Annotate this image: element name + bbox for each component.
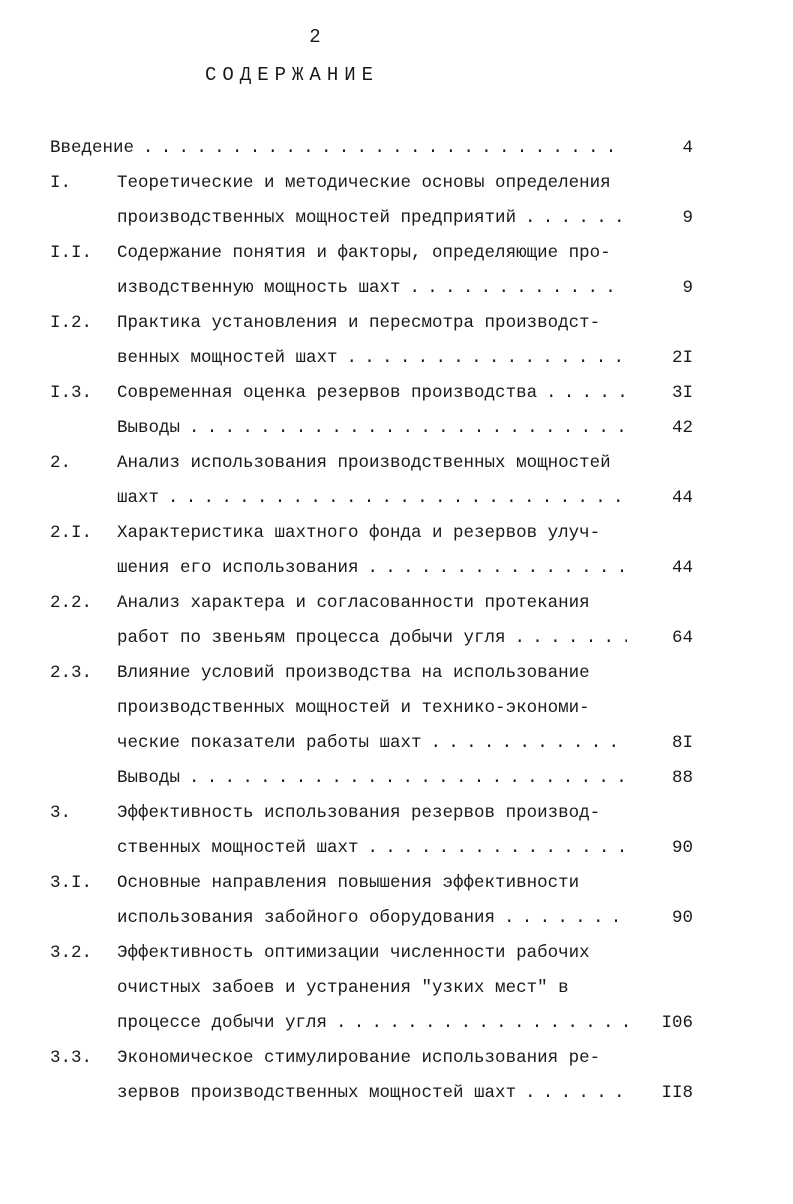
toc-entry-number: 2. (50, 453, 72, 473)
toc-entry-page: 9 (682, 208, 693, 228)
toc-entry-text: производственных мощностей предприятий . . . (117, 201, 627, 235)
toc-line (0, 516, 793, 550)
toc-line (0, 481, 793, 515)
toc-entry-page: I06 (661, 1013, 693, 1033)
toc-entry-number: 3. (50, 803, 72, 823)
toc-entry-text: изводственную мощность шахт . . . (117, 271, 627, 305)
toc-entry-text: Характеристика шахтного фонда и резервов улуч- (117, 523, 601, 543)
toc-entry-text: Выводы . . . (117, 761, 627, 795)
page-title: СОДЕРЖАНИЕ (205, 64, 380, 86)
toc-line (0, 236, 793, 270)
toc-entry-page: 90 (671, 838, 693, 858)
toc-entry-page: 8I (671, 733, 693, 753)
toc-entry-text: Эффективность использования резервов производ- (117, 803, 601, 823)
toc-line (0, 551, 793, 585)
toc-entry-text: шения его использования . . . (117, 551, 627, 585)
toc-entry-number: I.2. (50, 313, 93, 333)
page-number: 2 (309, 26, 321, 48)
toc-line (0, 166, 793, 200)
toc-line (0, 131, 793, 165)
toc-entry-text: использования забойного оборудования . . . (117, 901, 627, 935)
toc-entry-text: очистных забоев и устранения "узких мест" в (117, 978, 569, 998)
toc-entry-page: 44 (671, 488, 693, 508)
toc-entry-text: Эффективность оптимизации численности рабочих (117, 943, 590, 963)
toc-line (0, 376, 793, 410)
toc-entry-text: ственных мощностей шахт . . . (117, 831, 627, 865)
toc-entry-page: 9 (682, 278, 693, 298)
toc-entry-page: 64 (671, 628, 693, 648)
toc-entry-page: 90 (671, 908, 693, 928)
toc-line (0, 901, 793, 935)
toc-line (0, 586, 793, 620)
toc-line (0, 971, 793, 1005)
toc-entry-number: 3.3. (50, 1048, 93, 1068)
toc-line (0, 271, 793, 305)
toc-entry-text: Анализ характера и согласованности протекания (117, 593, 590, 613)
toc-line (0, 411, 793, 445)
toc-entry-text: Влияние условий производства на использование (117, 663, 590, 683)
toc-entry-text: Содержание понятия и факторы, определяющие про- (117, 243, 611, 263)
toc-line (0, 341, 793, 375)
toc-line (0, 621, 793, 655)
toc-entry-text: Практика установления и пересмотра производст- (117, 313, 601, 333)
toc-line (0, 1041, 793, 1075)
toc-entry-number: 3.2. (50, 943, 93, 963)
toc-entry-text: процессе добычи угля . . . (117, 1006, 627, 1040)
toc-entry-page: 88 (671, 768, 693, 788)
toc-entry-page: 3I (671, 383, 693, 403)
toc-entry-text: Экономическое стимулирование использования ре- (117, 1048, 601, 1068)
toc-line (0, 1076, 793, 1110)
toc-line (0, 796, 793, 830)
toc-line (0, 726, 793, 760)
toc-entry-page: 2I (671, 348, 693, 368)
toc-entry-number: 2.3. (50, 663, 93, 683)
toc-entry-page: II8 (661, 1083, 693, 1103)
toc-entry-text: ческие показатели работы шахт . . . (117, 726, 627, 760)
toc-line (0, 691, 793, 725)
toc-entry-number: I. (50, 173, 72, 193)
toc-entry-page: 42 (671, 418, 693, 438)
toc-entry-text: работ по звеньям процесса добычи угля . . . (117, 621, 627, 655)
toc-line (0, 866, 793, 900)
toc-line (0, 1006, 793, 1040)
toc-entry-text: Современная оценка резервов производства . . . (117, 376, 627, 410)
toc-entry-page: 4 (682, 138, 693, 158)
toc-entry-text: Основные направления повышения эффективности (117, 873, 580, 893)
toc-entry-text: Анализ использования производственных мощностей (117, 453, 611, 473)
toc-entry-page: 44 (671, 558, 693, 578)
toc-entry-number: 2.I. (50, 523, 93, 543)
toc-entry-text: Выводы . . . (117, 411, 627, 445)
toc-line (0, 761, 793, 795)
toc-line (0, 306, 793, 340)
toc-entry-number: I.3. (50, 383, 93, 403)
toc-entry-number: 3.I. (50, 873, 93, 893)
toc-line (0, 656, 793, 690)
toc-entry-text: шахт . . . (117, 481, 627, 515)
toc-entry-text: Введение . . . (50, 131, 627, 165)
toc-entry-text: Теоретические и методические основы определения (117, 173, 611, 193)
toc-entry-number: I.I. (50, 243, 93, 263)
toc-entry-text: производственных мощностей и технико-экономи- (117, 698, 590, 718)
toc-entry-text: венных мощностей шахт . . . (117, 341, 627, 375)
toc-line (0, 831, 793, 865)
toc-entry-number: 2.2. (50, 593, 93, 613)
toc-line (0, 936, 793, 970)
toc-line (0, 201, 793, 235)
toc-line (0, 446, 793, 480)
toc-entry-text: зервов производственных мощностей шахт . . . (117, 1076, 627, 1110)
